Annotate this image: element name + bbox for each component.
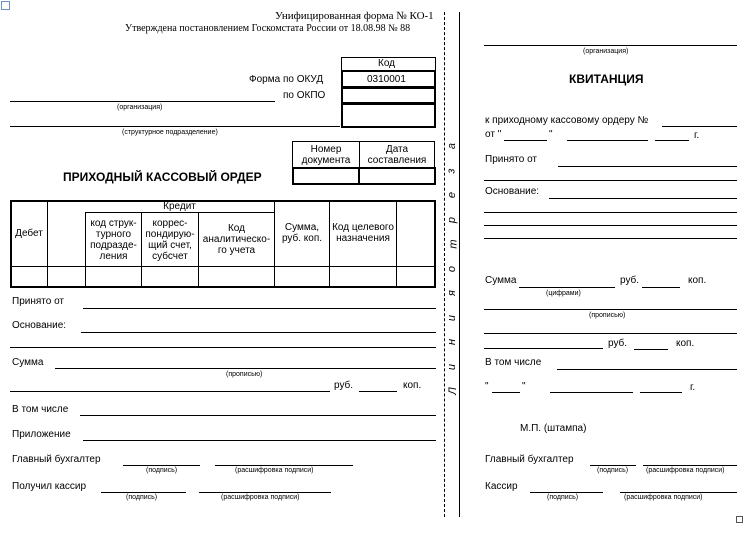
sum-words-field[interactable]	[55, 368, 436, 369]
sum-header: Сумма, руб. коп.	[281, 222, 323, 244]
cut-line-letter: о	[446, 265, 459, 272]
month-field[interactable]	[567, 140, 648, 141]
receipt-sum-figures-field[interactable]	[519, 287, 615, 288]
cut-line-letter: и	[446, 314, 459, 321]
year-field[interactable]	[655, 140, 689, 141]
receipt-date-quote-open: "	[485, 381, 489, 392]
cashier-decoding-field[interactable]	[199, 492, 331, 493]
cut-line-letter: р	[446, 216, 459, 223]
cashier-signature-caption: (подпись)	[126, 494, 158, 501]
cut-line-letter: Л	[446, 387, 459, 396]
cut-line-letter: а	[446, 142, 459, 150]
cut-line-label	[445, 140, 460, 410]
analytic-code-header: Код аналитическо-го учета	[202, 223, 271, 256]
receipt-in-words-caption: (прописью)	[589, 312, 626, 319]
form-title: ПРИХОДНЫЙ КАССОВЫЙ ОРДЕР	[63, 170, 262, 184]
chief-signature-field[interactable]	[123, 465, 200, 466]
receipt-chief-decoding-caption: (расшифровка подписи)	[646, 467, 725, 474]
chief-decoding-caption: (расшифровка подписи)	[235, 467, 314, 474]
receipt-kop-field-2[interactable]	[634, 349, 668, 350]
okpo-label: по ОКПО	[283, 90, 326, 101]
cut-line-letter: т	[447, 239, 460, 249]
receipt-chief-accountant-label: Главный бухгалтер	[485, 454, 574, 465]
cut-line	[444, 12, 445, 517]
anchor-icon	[1, 1, 10, 10]
subdivision-line[interactable]	[10, 126, 340, 127]
receipt-cashier-signature-caption: (подпись)	[547, 494, 579, 501]
corr-account-header: коррес-пондирую-щий счет, субсчет	[145, 217, 195, 262]
cut-line-letter: н	[446, 339, 459, 346]
cut-line-letter: з	[445, 167, 458, 174]
doc-date-header: Дата составления	[367, 143, 427, 166]
code-header: Код	[378, 58, 396, 69]
date-from-label: от "	[485, 129, 502, 140]
basis-label: Основание:	[12, 320, 67, 331]
doc-number-header: Номер документа	[301, 143, 351, 166]
cut-line-letter: и	[446, 363, 459, 370]
receipt-accepted-from-label: Принято от	[485, 154, 538, 165]
basis-field-2[interactable]	[10, 347, 436, 348]
receipt-including-label: В том числе	[485, 357, 542, 368]
receipt-cashier-decoding-field[interactable]	[620, 492, 737, 493]
accepted-from-field[interactable]	[83, 308, 436, 309]
chief-accountant-label: Главный бухгалтер	[12, 454, 101, 465]
cut-line-solid	[459, 12, 460, 517]
rub-label: руб.	[334, 380, 354, 391]
col-divider	[396, 200, 397, 288]
organization-caption: (организация)	[117, 104, 163, 111]
col-divider	[47, 200, 48, 288]
sum-words-field-2[interactable]	[10, 391, 330, 392]
receipt-date-quote-close: "	[522, 381, 526, 392]
okud-value: 0310001	[367, 74, 406, 85]
receipt-sum-words-field-3[interactable]	[484, 348, 603, 349]
receipt-rub-label-2: руб.	[608, 338, 628, 349]
corner-marker-icon	[736, 516, 743, 523]
target-code-header: Код целевого назначения	[332, 222, 394, 244]
order-number-field[interactable]	[662, 126, 737, 127]
receipt-sum-words-field-2[interactable]	[484, 333, 737, 334]
receipt-basis-field-3[interactable]	[484, 225, 737, 226]
receipt-title: КВИТАНЦИЯ	[569, 72, 644, 86]
receipt-organization-caption: (организация)	[583, 48, 629, 55]
attachment-label: Приложение	[12, 429, 71, 440]
receipt-rub-label: руб.	[620, 275, 640, 286]
subdivision-code-header: код струк-турного подразде-ления	[90, 217, 137, 262]
receipt-including-field[interactable]	[557, 369, 737, 370]
basis-field[interactable]	[81, 332, 436, 333]
receipt-cashier-signature-field[interactable]	[530, 492, 603, 493]
receipt-sum-label: Сумма	[485, 275, 517, 286]
chief-decoding-field[interactable]	[215, 465, 353, 466]
attachment-field[interactable]	[83, 440, 436, 441]
doc-date-input[interactable]	[358, 167, 436, 185]
subdivision-caption: (структурное подразделение)	[122, 129, 218, 136]
sum-in-words-caption: (прописью)	[226, 371, 263, 378]
kop-label: коп.	[403, 380, 422, 391]
unified-form-label: Унифицированная форма № КО-1	[275, 10, 434, 22]
organization-line[interactable]	[10, 101, 275, 102]
receipt-year-label: г.	[690, 382, 696, 393]
receipt-chief-signature-caption: (подпись)	[597, 467, 629, 474]
approval-note: Утверждена постановлением Госкомстата России от 18.08.98 № 88	[125, 23, 411, 34]
receipt-accepted-from-field-2[interactable]	[484, 180, 737, 181]
day-field[interactable]	[504, 140, 547, 141]
receipt-day-field[interactable]	[492, 392, 520, 393]
receipt-basis-field-4[interactable]	[484, 238, 737, 239]
debit-header: Дебет	[15, 227, 43, 239]
credit-header: Кредит	[163, 200, 196, 212]
receipt-basis-field-2[interactable]	[484, 212, 737, 213]
receipt-organization-line[interactable]	[484, 45, 737, 46]
receipt-cashier-decoding-caption: (расшифровка подписи)	[624, 494, 703, 501]
accepted-from-label: Принято от	[12, 296, 65, 307]
receipt-month-field[interactable]	[550, 392, 633, 393]
cashier-decoding-caption: (расшифровка подписи)	[221, 494, 300, 501]
doc-number-input[interactable]	[292, 167, 360, 185]
receipt-cashier-label: Кассир	[485, 481, 518, 492]
receipt-kop-field[interactable]	[642, 287, 680, 288]
including-field[interactable]	[80, 415, 436, 416]
stamp-label: М.П. (штампа)	[520, 423, 587, 434]
okpo-value-cell[interactable]	[341, 87, 436, 104]
to-order-label: к приходному кассовому ордеру №	[485, 115, 649, 126]
table-row-divider	[10, 266, 436, 267]
including-label: В том числе	[12, 404, 69, 415]
kop-field[interactable]	[359, 391, 397, 392]
receipt-chief-decoding-field[interactable]	[643, 465, 737, 466]
cashier-signature-field[interactable]	[101, 492, 186, 493]
receipt-chief-signature-field[interactable]	[590, 465, 636, 466]
receipt-accepted-from-field[interactable]	[558, 166, 737, 167]
receipt-year-field[interactable]	[640, 392, 682, 393]
receipt-kop-label: коп.	[688, 275, 707, 286]
cut-line-letter: е	[446, 192, 459, 199]
okud-label: Форма по ОКУД	[249, 74, 324, 85]
receipt-kop-label-2: коп.	[676, 338, 695, 349]
chief-signature-caption: (подпись)	[146, 467, 178, 474]
in-figures-caption: (цифрами)	[546, 290, 581, 297]
date-quote: "	[549, 129, 553, 140]
cut-line-letter: я	[445, 290, 458, 297]
receipt-basis-field[interactable]	[549, 198, 737, 199]
year-label: г.	[694, 130, 700, 141]
receipt-sum-words-field[interactable]	[484, 309, 737, 310]
receipt-basis-label: Основание:	[485, 186, 540, 197]
sum-label: Сумма	[12, 357, 44, 368]
cashier-received-label: Получил кассир	[12, 481, 87, 492]
extra-code-cell[interactable]	[341, 103, 436, 128]
